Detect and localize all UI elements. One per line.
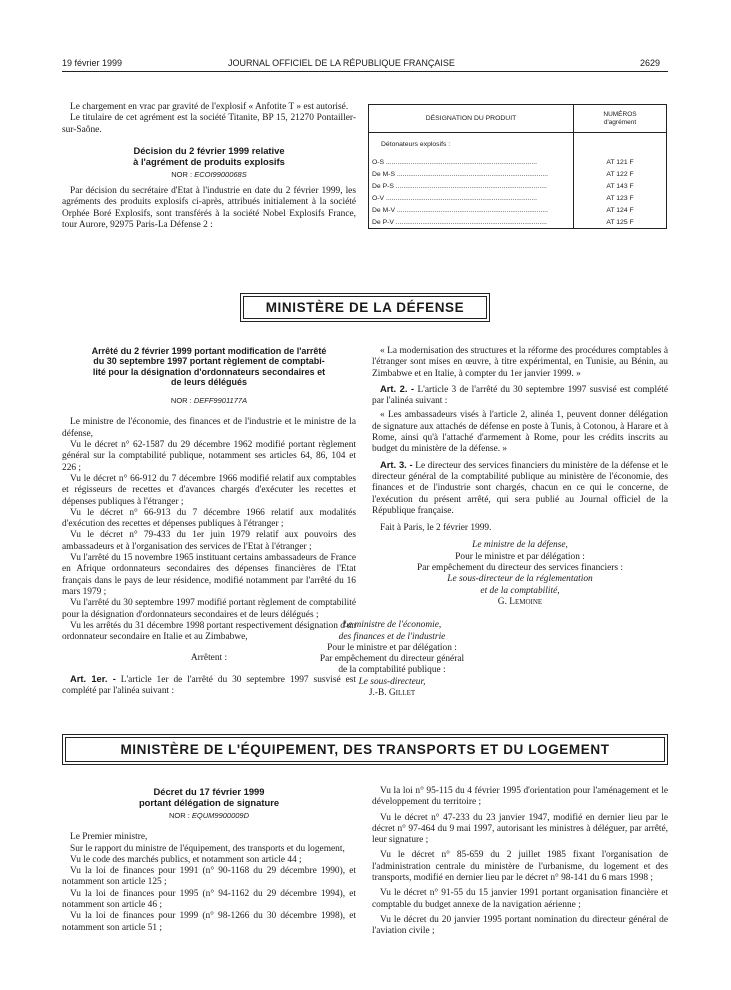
product-name-cell [369, 181, 574, 193]
article-3 [372, 459, 668, 517]
paragraph: Le Premier ministre, [70, 832, 148, 843]
product-name: O-V [372, 195, 385, 202]
paragraph: Vu la loi de finances pour 1995 (n° 94-1162 du 29 décembre 1994), et notamment son article 46 ; [62, 888, 356, 911]
paragraph: Par décision du secrétaire d'Etat à l'industrie en date du 2 février 1999, les agréments des produits explosifs ci-après, attribués initialement à la société Orphée Boré Explosifs, sont transférés à la société Nobel Explosifs France, tour Aurore, 92975 Paris-La Défense 2 : [62, 186, 356, 231]
signature-line: Le ministre de l'économie, [342, 620, 442, 631]
leader-dots: ................................................................................ [395, 207, 549, 214]
title-line: à l'agrément de produits explosifs [133, 155, 285, 167]
signature-line: Le ministre de la défense, [472, 540, 568, 551]
product-name: O-S [372, 159, 385, 166]
paragraph: Vu le décret n° 62-1587 du 29 décembre 1962 modifié portant règlement général sur la comptabilité publique, notamment ses articles 64, 86, 104 et 226 ; [62, 440, 356, 473]
product-name-cell [369, 217, 574, 229]
paragraph: Vu le décret n° 91-55 du 15 janvier 1991 portant organisation financière et comptable du budget annexe de la navigation aérienne ; [372, 888, 668, 910]
paragraph: Vu le décret du 20 janvier 1995 portant nomination du directeur général de l'aviation civile ; [372, 914, 668, 937]
table-row [369, 181, 667, 193]
paragraph: Vu la loi de finances pour 1999 (n° 98-1266 du 30 décembre 1998), et notamment son article 51 ; [62, 911, 356, 933]
title-line: portant délégation de signature [138, 797, 280, 808]
product-name-cell [369, 193, 574, 205]
signature-line: Le sous-directeur de la réglementation [447, 574, 593, 585]
paragraph: Le chargement en vrac par gravité de l'explosif « Anfotite T » est autorisé. [70, 102, 349, 112]
title-line: de leurs délégués [170, 376, 248, 387]
header-rule [62, 71, 668, 72]
signature-line: Le sous-directeur, [358, 676, 426, 687]
visa-list [62, 417, 356, 643]
nor-code: ECOI9900068S [194, 169, 247, 179]
table-row [369, 157, 667, 169]
header-line: d'agrément [603, 118, 637, 126]
product-table [368, 104, 667, 229]
leader-dots: ................................................................................ [395, 171, 549, 178]
product-name: De P-S [372, 183, 394, 190]
signature-line: et de la comptabilité, [480, 585, 560, 596]
section-heading-defense [240, 293, 490, 322]
leader-dots: ................................................................................ [384, 159, 538, 166]
fait-a-paris: Fait à Paris, le 2 février 1999. [380, 523, 492, 534]
product-name-cell [369, 205, 574, 217]
title-line: lité pour la désignation d'ordonnateurs secondaires et [92, 366, 326, 377]
product-name-cell [369, 157, 574, 169]
arrete-title [62, 346, 356, 387]
title-line: Arrêté du 2 février 1999 portant modification de l'arrêté [91, 346, 327, 356]
decret-title [62, 786, 356, 808]
paragraph: Sur le rapport du ministre de l'équipement, des transports et du logement, [70, 843, 345, 854]
header-journal-title: JOURNAL OFFICIEL DE LA RÉPUBLIQUE FRANÇAISE [228, 58, 455, 68]
title-line: Décret du 17 février 1999 [153, 786, 265, 797]
paragraph: Le ministre de l'économie, des finances et de l'industrie et le ministre de la défense, [62, 417, 356, 439]
visa-list [372, 786, 668, 938]
paragraph: Vu le décret n° 85-659 du 2 juillet 1985 fixant l'organisation de l'administration centrale du ministère de l'urbanisme, du logement et des transports, modifié en dernier lieu par le décret n° 98-141 du 6 mars 1998 ; [372, 850, 668, 884]
paragraph: Le titulaire de cet agrément est la société Titanite, BP 15, 21270 Pontailler-sur-Saône. [62, 113, 356, 135]
signature-line: Par empêchement du directeur des services financiers : [417, 563, 623, 574]
header-date: 19 février 1999 [62, 58, 123, 68]
signature-line: Pour le ministre et par délégation : [455, 551, 585, 562]
nor-reference [62, 810, 356, 821]
column-header-designation: DÉSIGNATION DU PRODUIT [369, 105, 574, 133]
product-name: De M-V [372, 207, 396, 214]
article-label: Art. 2. - [380, 382, 415, 394]
leader-dots: ................................................................................ [393, 218, 547, 226]
signature-line: des finances et de l'industrie [338, 631, 446, 642]
article-label: Art. 1er. - [70, 672, 116, 684]
article-text: L'article 1er de l'arrêté du 30 septembre 1997 susvisé est complété par l'alinéa suivant : [62, 674, 356, 697]
section-title: MINISTÈRE DE LA DÉFENSE [243, 296, 487, 319]
top-left-column [62, 102, 356, 231]
title-line: Décision du 2 février 1999 relative [133, 144, 285, 156]
header-line: NUMÉROS [603, 110, 637, 118]
signature-block-economie [272, 620, 512, 699]
approval-number: AT 123 F [606, 195, 634, 202]
table-row [369, 169, 667, 181]
product-name: De P-V [372, 218, 394, 226]
paragraph: Vu l'arrêté du 15 novembre 1965 instituant certains ambassadeurs de France en Afrique ordonnateurs secondaires des dépenses financières de l'Etat français dans le pays de leur résidence, modifié notamment par l'arrêté du 16 mars 1979 ; [62, 553, 356, 597]
signature-line: Par empêchement du directeur général [319, 654, 465, 665]
group-label: Détonateurs explosifs : [369, 133, 574, 157]
article-text: L'article 3 de l'arrêté du 30 septembre 1997 susvisé est complété par l'alinéa suivant : [372, 384, 669, 407]
nor-code: DEFF9901177A [193, 396, 248, 406]
decision-title [62, 145, 356, 167]
table-row [369, 217, 667, 229]
paragraph: Vu le décret n° 66-912 du 7 décembre 1966 modifié relatif aux comptables et régisseurs de recettes et d'avances chargés d'exécuter les recettes et dépenses publiques à l'étranger ; [62, 473, 356, 507]
column-header-numbers [574, 105, 667, 133]
visa-list [62, 832, 356, 934]
signature-line: Pour le ministre et par délégation : [327, 642, 457, 653]
paragraph: Vu la loi n° 95-115 du 4 février 1995 d'orientation pour l'aménagement et le développement du territoire ; [372, 786, 668, 808]
equipement-left-column [62, 786, 356, 934]
header-page-number: 2629 [640, 58, 661, 68]
nor-reference [62, 395, 356, 406]
table-row [369, 193, 667, 205]
article-label: Art. 3. - [380, 458, 413, 470]
arretent: Arrêtent : [190, 653, 228, 664]
equipement-right-column [372, 786, 668, 938]
product-name-cell [369, 169, 574, 181]
paragraph: Vu les arrêtés du 31 décembre 1998 portant respectivement désignation d'un ordonnateur secondaire en Italie et au Zimbabwe, [62, 620, 356, 643]
quote: « La modernisation des structures et la réforme des procédures comptables à l'étranger sont mises en œuvre, à titre expérimental, en Tunisie, au Bénin, au Zimbabwe et en Italie, à compter du 1er janvier 1999. » [372, 346, 668, 379]
title-line: du 30 septembre 1997 portant règlement de comptabi- [93, 356, 325, 367]
approval-number: AT 122 F [606, 171, 634, 178]
product-table-container [368, 104, 667, 229]
leader-dots: ................................................................................ [384, 195, 538, 202]
article-text: Le directeur des services financiers du ministère de la défense et le directeur général de la comptabilité publique au ministère de l'économie, des finances et de l'industrie sont chargés, chacun en ce qui le concerne, de l'exécution du présent arrêté, qui sera publié au Journal officiel de la République française. [372, 460, 669, 516]
section-title: MINISTÈRE DE L'ÉQUIPEMENT, DES TRANSPORTS ET DU LOGEMENT [65, 737, 665, 762]
section-heading-equipement [62, 734, 668, 765]
signatory-name: J.-B. Gillet [368, 688, 416, 699]
quote: « Les ambassadeurs visés à l'article 2, alinéa 1, peuvent donner délégation de signature aux attachés de défense en poste à Tunis, à Cotonou, à Harare et à Rome, ainsi qu'à l'attaché d'armement à Rome, pour les crédits inscrits au budget du ministère de la défense. » [372, 410, 668, 455]
paragraph: Vu la loi de finances pour 1991 (n° 90-1168 du 29 décembre 1990), et notamment son article 125 ; [62, 866, 356, 888]
paragraph: Vu le décret n° 47-233 du 23 janvier 1947, modifié en dernier lieu par le décret n° 97-464 du 9 mai 1997, autorisant les ministres à déléguer, par arrêté, leur signature ; [372, 812, 668, 846]
approval-number: AT 125 F [606, 218, 634, 226]
defense-right-column [319, 346, 669, 699]
nor-label: NOR : [171, 169, 193, 179]
nor-label: NOR : [170, 396, 192, 406]
paragraph: Vu le code des marchés publics, et notamment son article 44 ; [70, 854, 302, 865]
paragraph: Vu l'arrêté du 30 septembre 1997 modifié portant règlement de comptabilité pour la désignation d'ordonnateurs secondaires et de leurs délégués ; [62, 598, 356, 620]
approval-number: AT 124 F [606, 207, 634, 214]
signature-line: de la comptabilité publique : [338, 665, 446, 676]
nor-reference [62, 169, 356, 180]
approval-number: AT 143 F [606, 183, 634, 190]
signature-block-defense [372, 540, 668, 608]
paragraph: Vu le décret n° 79-433 du 1er juin 1979 relatif aux pouvoirs des ambassadeurs et à l'organisation des services de l'Etat à l'étranger ; [62, 530, 356, 552]
signatory-name: G. Lemoine [497, 596, 543, 607]
nor-code: EQUM9900009D [191, 811, 250, 820]
product-name: De M-S [372, 171, 396, 178]
paragraph: Vu le décret n° 66-913 du 7 décembre 1966 relatif aux modalités d'exécution des recettes et dépenses publiques à l'étranger ; [62, 507, 356, 530]
article-2 [372, 383, 668, 408]
table-row [369, 205, 667, 217]
approval-number: AT 121 F [606, 159, 634, 166]
nor-label: NOR : [168, 811, 190, 820]
leader-dots: ................................................................................ [393, 183, 547, 190]
